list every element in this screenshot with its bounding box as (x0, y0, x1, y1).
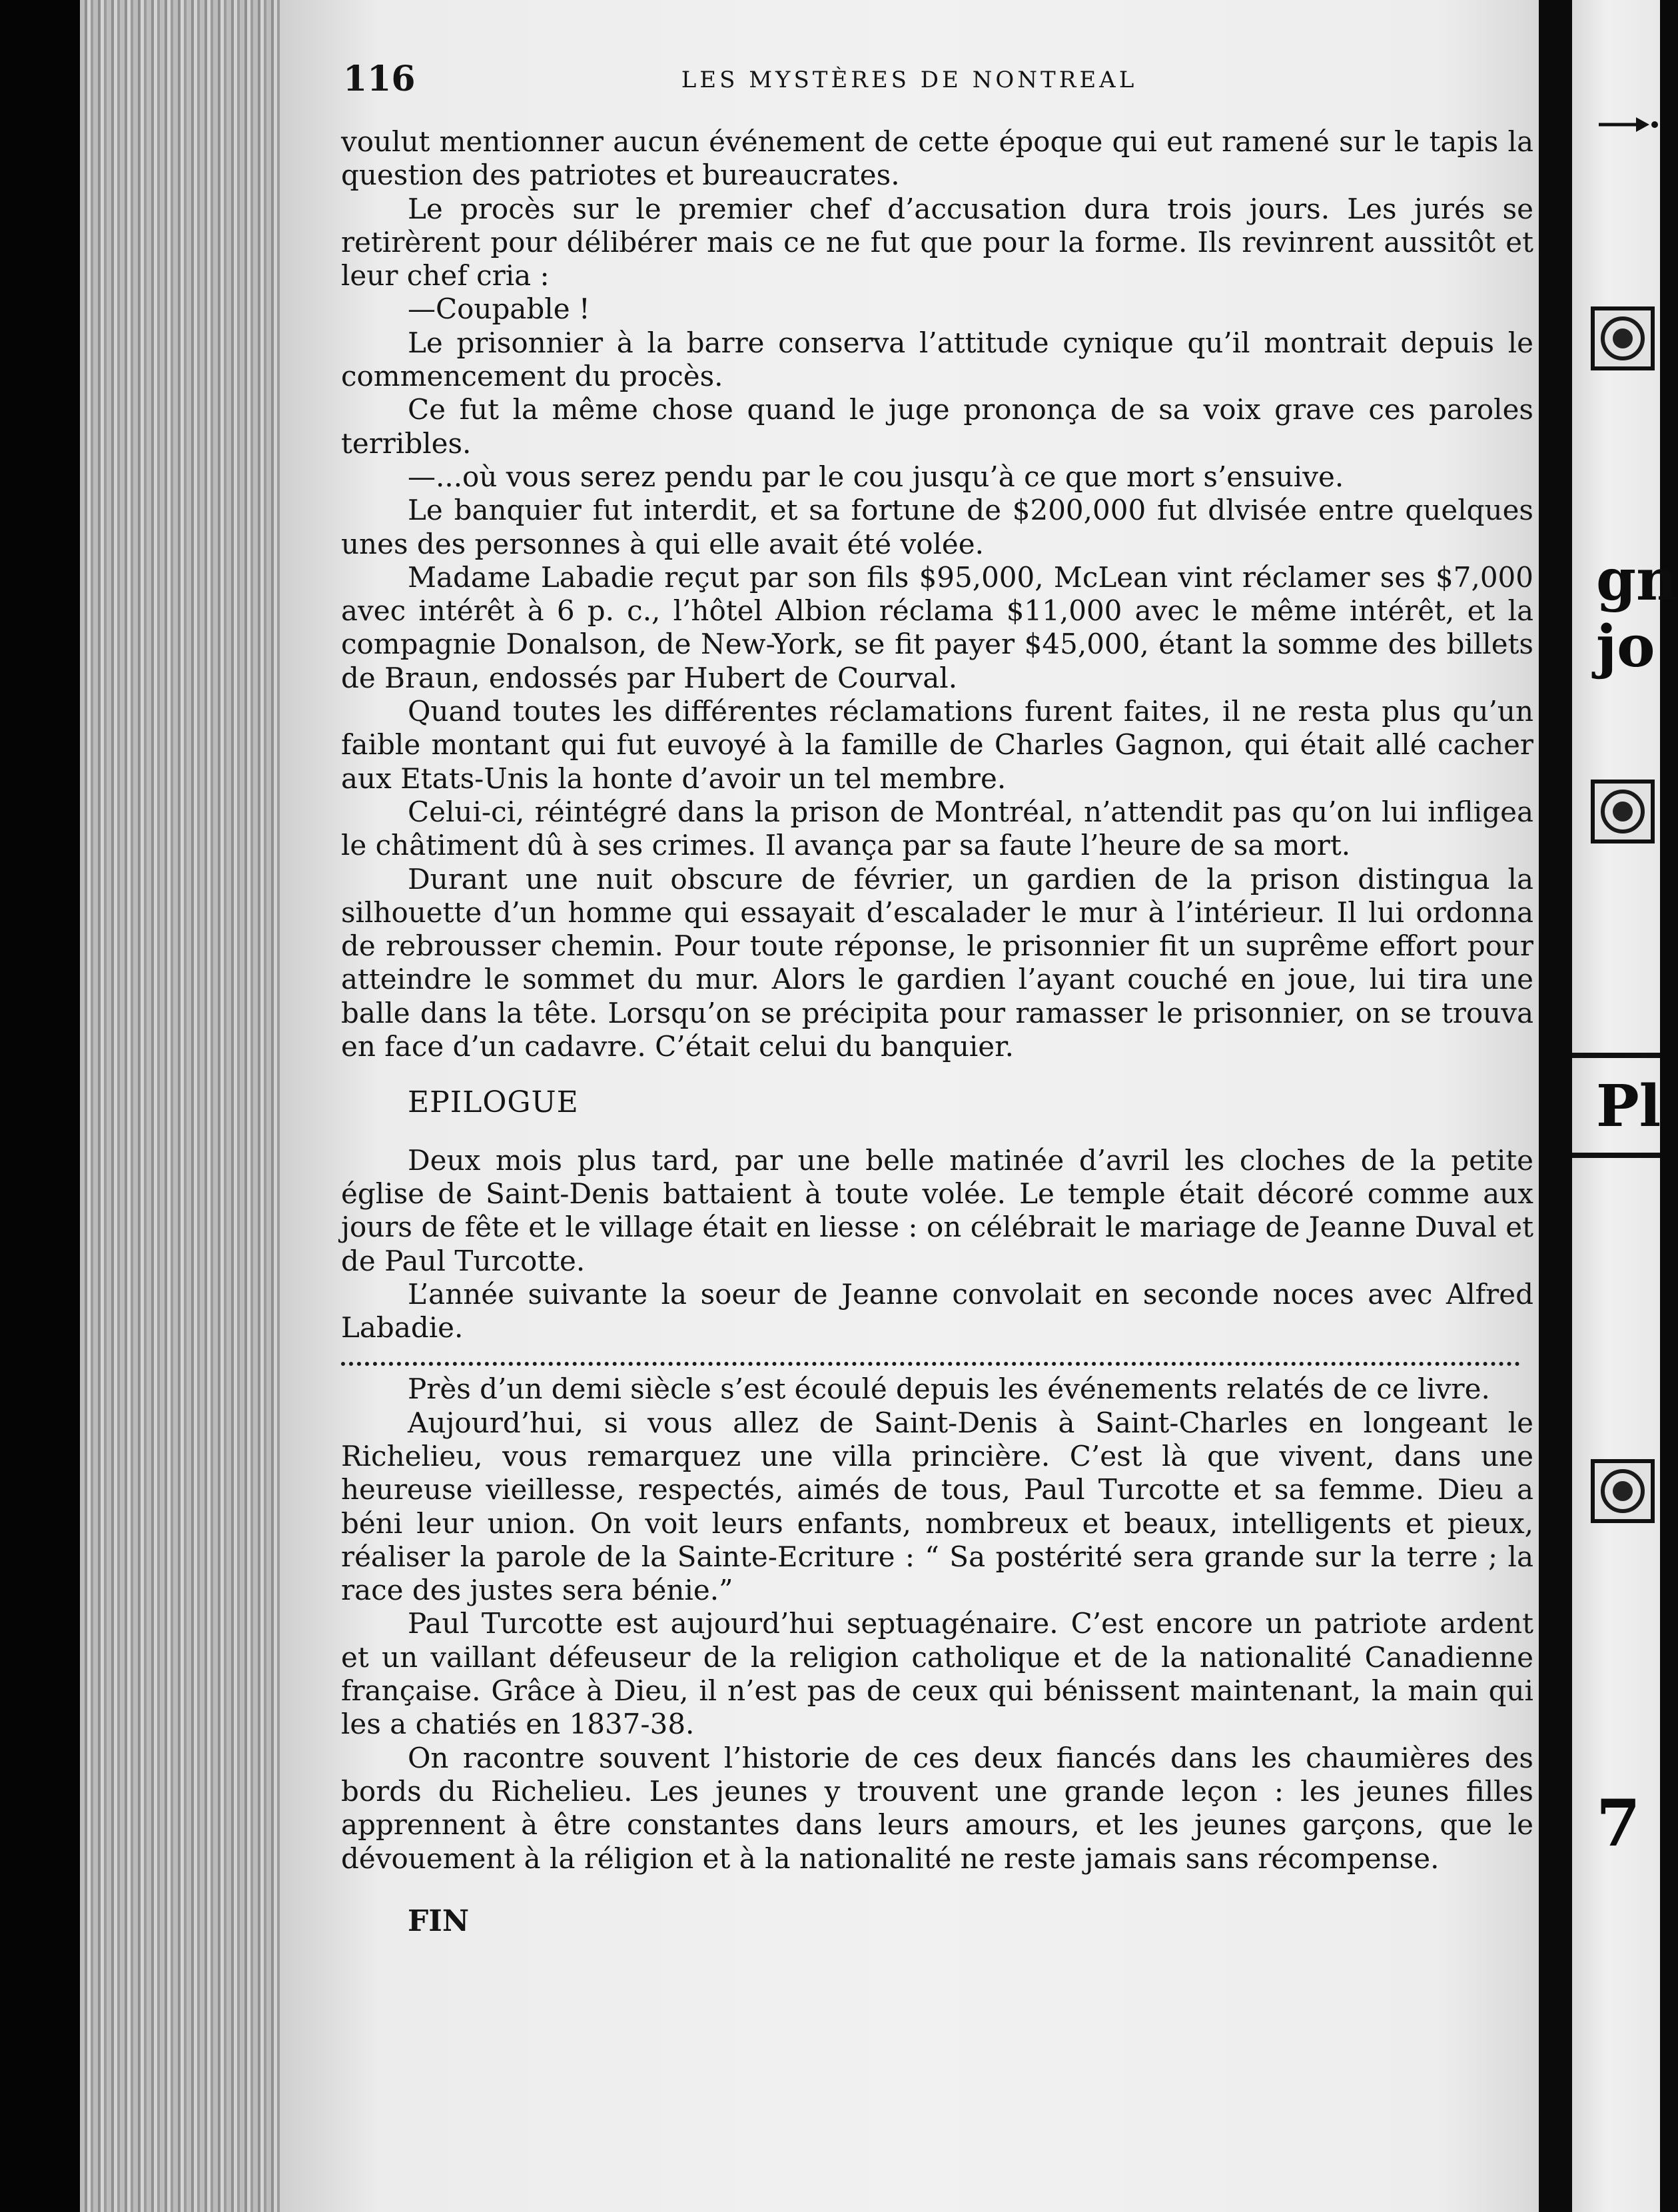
facing-rule (1572, 1053, 1660, 1058)
paragraph: Le prisonnier à la barre conserva l’attitude cynique qu’il montrait depuis le commencement du procès. (341, 326, 1533, 393)
arrow-icon (1599, 115, 1660, 135)
running-title: LES MYSTÈRES DE NONTREAL (681, 67, 1138, 93)
rosette-ornament-icon (1591, 1459, 1655, 1523)
paragraph: —Coupable ! (408, 292, 590, 326)
paragraph: On racontre souvent l’historie de ces deux fiancés dans les chaumières des bords du Richelieu. Les jeunes y trouvent une grande leçon : les jeunes filles apprennent à être constantes dans leurs amours, et les jeunes garçons, que le dévouement à la réligion et à la nationalité ne reste jamais sans récompense. (341, 1741, 1533, 1875)
paragraph: Celui-ci, réintégré dans la prison de Montréal, n’attendit pas qu’on lui infligea le châtiment dû à ses crimes. Il avança par sa faute l’heure de sa mort. (341, 795, 1533, 862)
paragraph: Près d’un demi siècle s’est écoulé depuis les événements relatés de ce livre. (408, 1373, 1490, 1406)
epilogue-heading: EPILOGUE (408, 1085, 579, 1120)
book-binding-shadow (0, 0, 80, 2212)
paragraph: L’année suivante la soeur de Jeanne convolait en seconde noces avec Alfred Labadie. (341, 1277, 1533, 1345)
facing-page (1572, 0, 1678, 2212)
paragraph: Durant une nuit obscure de février, un gardien de la prison distingua la silhouette d’un homme qui essayait d’escalader le mur à l’intérieur. Il lui ordonna de rebrousser chemin. Pour toute réponse, le prisonnier fit un suprême effort pour atteindre le sommet du mur. Alors le gardien l’ayant couché en joue, lui tira une balle dans la tête. Lorsqu’on se précipita pour ramasser le prisonnier, on se trouva en face d’un cadavre. C’était celui du banquier. (341, 862, 1533, 1063)
body-text (341, 125, 1533, 1938)
paragraph: Paul Turcotte est aujourd’hui septuagénaire. C’est encore un patriote ardent et un vaillant défeuseur de la religion catholique et de la nationalité Canadienne française. Grâce à Dieu, il n’est pas de ceux qui bénissent maintenant, la main qui les a chatiés en 1837-38. (341, 1607, 1533, 1741)
paragraph: voulut mentionner aucun événement de cette époque qui eut ramené sur le tapis la question des patriotes et bureaucrates. (341, 125, 1533, 192)
rosette-ornament-icon (1591, 780, 1655, 843)
page-header (343, 53, 1475, 107)
fin-label: FIN (408, 1904, 470, 1938)
paragraph: Madame Labadie reçut par son fils $95,000, McLean vint réclamer ses $7,000 avec intérêt à 6 p. c., l’hôtel Albion réclama $11,000 avec le même intérêt, et la compagnie Donalson, de New-York, se fit payer $45,000, étant la somme des billets de Braun, endossés par Hubert de Courval. (341, 560, 1533, 694)
paragraph: Le banquier fut interdit, et sa fortune de $200,000 fut dlvisée entre quelques unes des personnes à qui elle avait été volée. (341, 494, 1533, 560)
facing-text-fragment: gn (1596, 546, 1678, 614)
dotted-separator (341, 1345, 1520, 1366)
rosette-ornament-icon (1591, 306, 1655, 370)
paragraph: Aujourd’hui, si vous allez de Saint-Denis à Saint-Charles en longeant le Richelieu, vous remarquez une villa princière. C’est là que vivent, dans une heureuse vieillesse, respectés, aimés de tous, Paul Turcotte et sa femme. Dieu a béni leur union. On voit leurs enfants, nombreux et beaux, intelligents et pieux, réaliser la parole de la Sainte-Ecriture : “ Sa postérité sera grande sur la terre ; la race des justes sera bénie.” (341, 1406, 1533, 1607)
paragraph: Ce fut la même chose quand le juge prononça de sa voix grave ces paroles terribles. (341, 393, 1533, 460)
facing-text-fragment: 7 (1596, 1786, 1641, 1861)
facing-text-fragment: Pl (1596, 1073, 1661, 1140)
facing-rule (1572, 1153, 1660, 1158)
page-edges (80, 0, 280, 2212)
page-number: 116 (343, 59, 416, 99)
facing-text-fragment: jo (1596, 613, 1655, 680)
paragraph: —...où vous serez pendu par le cou jusqu’à ce que mort s’ensuive. (408, 460, 1344, 493)
book-page (280, 0, 1539, 2212)
paragraph: Quand toutes les différentes réclamations furent faites, il ne resta plus qu’un faible montant qui fut euvoyé à la famille de Charles Gagnon, qui était allé cacher aux Etats-Unis la honte d’avoir un tel membre. (341, 695, 1533, 795)
paragraph: Le procès sur le premier chef d’accusation dura trois jours. Les jurés se retirèrent pour délibérer mais ce ne fut que pour la forme. Ils revinrent aussitôt et leur chef cria : (341, 192, 1533, 292)
page-gutter (1539, 0, 1572, 2212)
paragraph: Deux mois plus tard, par une belle matinée d’avril les cloches de la petite église de Saint-Denis battaient à toute volée. Le temple était décoré comme aux jours de fête et le village était en liesse : on célébrait le mariage de Jeanne Duval et de Paul Turcotte. (341, 1143, 1533, 1277)
